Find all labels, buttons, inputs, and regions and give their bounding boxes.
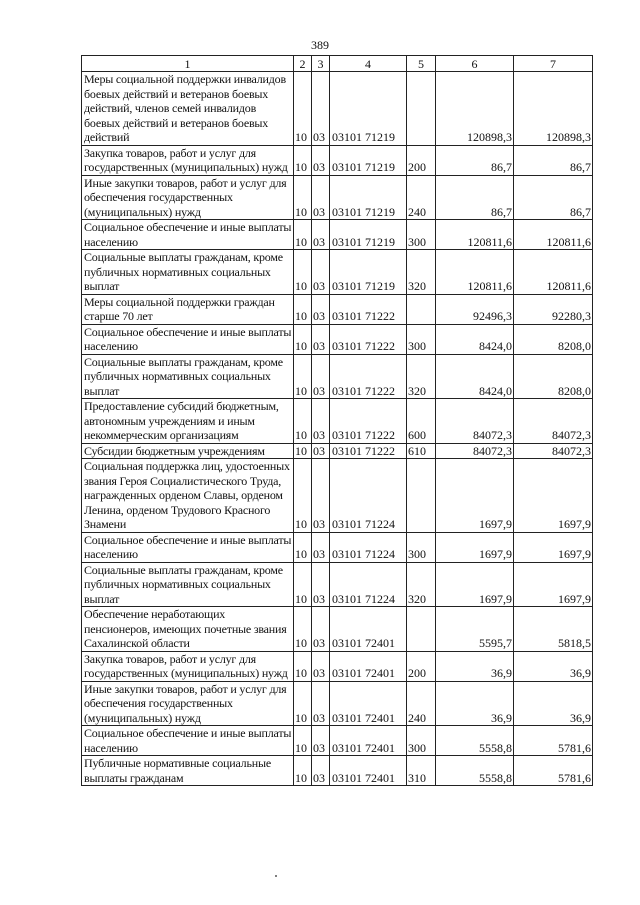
cell-amount-2: 5781,6 bbox=[514, 756, 593, 786]
cell-section: 10 bbox=[294, 294, 312, 324]
cell-subsection: 03 bbox=[312, 399, 330, 444]
cell-expense-type: 200 bbox=[407, 145, 436, 175]
cell-subsection: 03 bbox=[312, 562, 330, 607]
cell-expense-type: 300 bbox=[407, 220, 436, 250]
cell-target-article: 03101 71222 bbox=[330, 354, 407, 399]
cell-amount-1: 8424,0 bbox=[436, 354, 514, 399]
cell-amount-1: 36,9 bbox=[436, 681, 514, 726]
header-cell-amount-2: 7 bbox=[514, 56, 593, 72]
cell-name: Социальное обеспечение и иные выплаты населению bbox=[82, 324, 294, 354]
cell-amount-1: 92496,3 bbox=[436, 294, 514, 324]
cell-section: 10 bbox=[294, 399, 312, 444]
cell-subsection: 03 bbox=[312, 443, 330, 459]
cell-expense-type: 300 bbox=[407, 324, 436, 354]
cell-name: Социальные выплаты гражданам, кроме публичных нормативных социальных выплат bbox=[82, 250, 294, 295]
cell-amount-1: 120811,6 bbox=[436, 220, 514, 250]
cell-name: Меры социальной поддержки инвалидов боевых действий и ветеранов боевых действий, членов семей инвалидов боевых действий и ветеранов боевых действий bbox=[82, 72, 294, 146]
budget-table bbox=[81, 55, 593, 786]
cell-subsection: 03 bbox=[312, 354, 330, 399]
cell-name: Социальная поддержка лиц, удостоенных звания Героя Социалистического Труда, награжденных орденом Славы, орденом Ленина, орденом Трудового Красного Знамени bbox=[82, 459, 294, 533]
table-row bbox=[82, 294, 593, 324]
cell-amount-2: 84072,3 bbox=[514, 399, 593, 444]
cell-amount-2: 1697,9 bbox=[514, 532, 593, 562]
cell-target-article: 03101 71222 bbox=[330, 399, 407, 444]
header-cell-amount-1: 6 bbox=[436, 56, 514, 72]
cell-name: Публичные нормативные социальные выплаты гражданам bbox=[82, 756, 294, 786]
table-row bbox=[82, 399, 593, 444]
cell-amount-1: 5558,8 bbox=[436, 726, 514, 756]
cell-subsection: 03 bbox=[312, 220, 330, 250]
cell-amount-2: 1697,9 bbox=[514, 459, 593, 533]
cell-target-article: 03101 71222 bbox=[330, 324, 407, 354]
cell-target-article: 03101 71222 bbox=[330, 294, 407, 324]
cell-target-article: 03101 71219 bbox=[330, 145, 407, 175]
table-row bbox=[82, 324, 593, 354]
cell-section: 10 bbox=[294, 145, 312, 175]
table-row bbox=[82, 72, 593, 146]
table-body bbox=[82, 72, 593, 786]
cell-amount-1: 5595,7 bbox=[436, 607, 514, 652]
cell-subsection: 03 bbox=[312, 681, 330, 726]
cell-section: 10 bbox=[294, 354, 312, 399]
cell-target-article: 03101 71222 bbox=[330, 443, 407, 459]
cell-target-article: 03101 71224 bbox=[330, 459, 407, 533]
cell-target-article: 03101 71224 bbox=[330, 532, 407, 562]
cell-expense-type: 200 bbox=[407, 651, 436, 681]
cell-expense-type: 600 bbox=[407, 399, 436, 444]
cell-subsection: 03 bbox=[312, 726, 330, 756]
table-row bbox=[82, 681, 593, 726]
cell-amount-1: 86,7 bbox=[436, 175, 514, 220]
cell-subsection: 03 bbox=[312, 607, 330, 652]
cell-subsection: 03 bbox=[312, 651, 330, 681]
cell-name: Социальное обеспечение и иные выплаты населению bbox=[82, 726, 294, 756]
cell-subsection: 03 bbox=[312, 459, 330, 533]
header-cell-subsection: 3 bbox=[312, 56, 330, 72]
cell-target-article: 03101 71219 bbox=[330, 250, 407, 295]
cell-expense-type: 240 bbox=[407, 681, 436, 726]
cell-target-article: 03101 72401 bbox=[330, 651, 407, 681]
header-cell-name: 1 bbox=[82, 56, 294, 72]
table-row bbox=[82, 726, 593, 756]
cell-amount-1: 84072,3 bbox=[436, 399, 514, 444]
cell-section: 10 bbox=[294, 220, 312, 250]
table-row bbox=[82, 532, 593, 562]
header-cell-expense-type: 5 bbox=[407, 56, 436, 72]
cell-section: 10 bbox=[294, 562, 312, 607]
cell-subsection: 03 bbox=[312, 145, 330, 175]
cell-expense-type: 320 bbox=[407, 354, 436, 399]
cell-amount-2: 8208,0 bbox=[514, 324, 593, 354]
cell-name: Обеспечение неработающих пенсионеров, имеющих почетные звания Сахалинской области bbox=[82, 607, 294, 652]
cell-name: Социальное обеспечение и иные выплаты населению bbox=[82, 532, 294, 562]
cell-subsection: 03 bbox=[312, 532, 330, 562]
table-row bbox=[82, 443, 593, 459]
cell-amount-1: 36,9 bbox=[436, 651, 514, 681]
cell-expense-type: 300 bbox=[407, 532, 436, 562]
cell-name: Предоставление субсидий бюджетным, автономным учреждениям и иным некоммерческим организациям bbox=[82, 399, 294, 444]
scan-speck bbox=[275, 875, 277, 877]
cell-name: Социальное обеспечение и иные выплаты населению bbox=[82, 220, 294, 250]
cell-target-article: 03101 71219 bbox=[330, 72, 407, 146]
cell-expense-type: 320 bbox=[407, 562, 436, 607]
cell-expense-type bbox=[407, 294, 436, 324]
cell-amount-2: 120811,6 bbox=[514, 250, 593, 295]
page-number: 389 bbox=[311, 38, 329, 52]
cell-expense-type: 610 bbox=[407, 443, 436, 459]
cell-expense-type bbox=[407, 607, 436, 652]
cell-amount-2: 36,9 bbox=[514, 681, 593, 726]
cell-section: 10 bbox=[294, 681, 312, 726]
cell-amount-2: 84072,3 bbox=[514, 443, 593, 459]
cell-amount-2: 120811,6 bbox=[514, 220, 593, 250]
cell-section: 10 bbox=[294, 324, 312, 354]
cell-section: 10 bbox=[294, 459, 312, 533]
cell-name: Иные закупки товаров, работ и услуг для обеспечения государственных (муниципальных) нужд bbox=[82, 681, 294, 726]
cell-section: 10 bbox=[294, 72, 312, 146]
cell-amount-1: 86,7 bbox=[436, 145, 514, 175]
cell-name: Социальные выплаты гражданам, кроме публичных нормативных социальных выплат bbox=[82, 562, 294, 607]
cell-amount-2: 5781,6 bbox=[514, 726, 593, 756]
cell-amount-1: 120811,6 bbox=[436, 250, 514, 295]
cell-amount-2: 5818,5 bbox=[514, 607, 593, 652]
cell-target-article: 03101 71219 bbox=[330, 175, 407, 220]
cell-subsection: 03 bbox=[312, 756, 330, 786]
cell-expense-type: 300 bbox=[407, 726, 436, 756]
cell-target-article: 03101 72401 bbox=[330, 607, 407, 652]
cell-name: Субсидии бюджетным учреждениям bbox=[82, 443, 294, 459]
cell-amount-1: 1697,9 bbox=[436, 562, 514, 607]
cell-name: Закупка товаров, работ и услуг для государственных (муниципальных) нужд bbox=[82, 145, 294, 175]
cell-section: 10 bbox=[294, 532, 312, 562]
cell-name: Закупка товаров, работ и услуг для государственных (муниципальных) нужд bbox=[82, 651, 294, 681]
cell-target-article: 03101 72401 bbox=[330, 756, 407, 786]
cell-expense-type bbox=[407, 459, 436, 533]
table-row bbox=[82, 250, 593, 295]
cell-section: 10 bbox=[294, 250, 312, 295]
cell-amount-1: 8424,0 bbox=[436, 324, 514, 354]
cell-target-article: 03101 72401 bbox=[330, 681, 407, 726]
cell-subsection: 03 bbox=[312, 72, 330, 146]
cell-expense-type: 320 bbox=[407, 250, 436, 295]
cell-amount-1: 84072,3 bbox=[436, 443, 514, 459]
cell-section: 10 bbox=[294, 756, 312, 786]
cell-target-article: 03101 71219 bbox=[330, 220, 407, 250]
cell-amount-1: 5558,8 bbox=[436, 756, 514, 786]
table-row bbox=[82, 562, 593, 607]
cell-target-article: 03101 71224 bbox=[330, 562, 407, 607]
cell-expense-type: 240 bbox=[407, 175, 436, 220]
cell-expense-type bbox=[407, 72, 436, 146]
cell-subsection: 03 bbox=[312, 294, 330, 324]
cell-expense-type: 310 bbox=[407, 756, 436, 786]
cell-amount-2: 86,7 bbox=[514, 145, 593, 175]
cell-target-article: 03101 72401 bbox=[330, 726, 407, 756]
table-row bbox=[82, 145, 593, 175]
cell-amount-1: 120898,3 bbox=[436, 72, 514, 146]
cell-name: Иные закупки товаров, работ и услуг для обеспечения государственных (муниципальных) нужд bbox=[82, 175, 294, 220]
cell-amount-1: 1697,9 bbox=[436, 459, 514, 533]
cell-section: 10 bbox=[294, 607, 312, 652]
cell-amount-2: 36,9 bbox=[514, 651, 593, 681]
table-row bbox=[82, 651, 593, 681]
header-cell-section: 2 bbox=[294, 56, 312, 72]
table-row bbox=[82, 220, 593, 250]
cell-section: 10 bbox=[294, 726, 312, 756]
header-cell-target-article: 4 bbox=[330, 56, 407, 72]
table-row bbox=[82, 459, 593, 533]
cell-subsection: 03 bbox=[312, 324, 330, 354]
cell-subsection: 03 bbox=[312, 250, 330, 295]
table-row bbox=[82, 175, 593, 220]
cell-amount-2: 120898,3 bbox=[514, 72, 593, 146]
header-row bbox=[82, 56, 593, 72]
table-row bbox=[82, 756, 593, 786]
cell-name: Социальные выплаты гражданам, кроме публичных нормативных социальных выплат bbox=[82, 354, 294, 399]
cell-section: 10 bbox=[294, 651, 312, 681]
cell-amount-1: 1697,9 bbox=[436, 532, 514, 562]
cell-section: 10 bbox=[294, 443, 312, 459]
cell-subsection: 03 bbox=[312, 175, 330, 220]
cell-amount-2: 92280,3 bbox=[514, 294, 593, 324]
cell-name: Меры социальной поддержки граждан старше 70 лет bbox=[82, 294, 294, 324]
table-row bbox=[82, 607, 593, 652]
cell-amount-2: 8208,0 bbox=[514, 354, 593, 399]
cell-amount-2: 1697,9 bbox=[514, 562, 593, 607]
table-row bbox=[82, 354, 593, 399]
cell-section: 10 bbox=[294, 175, 312, 220]
cell-amount-2: 86,7 bbox=[514, 175, 593, 220]
